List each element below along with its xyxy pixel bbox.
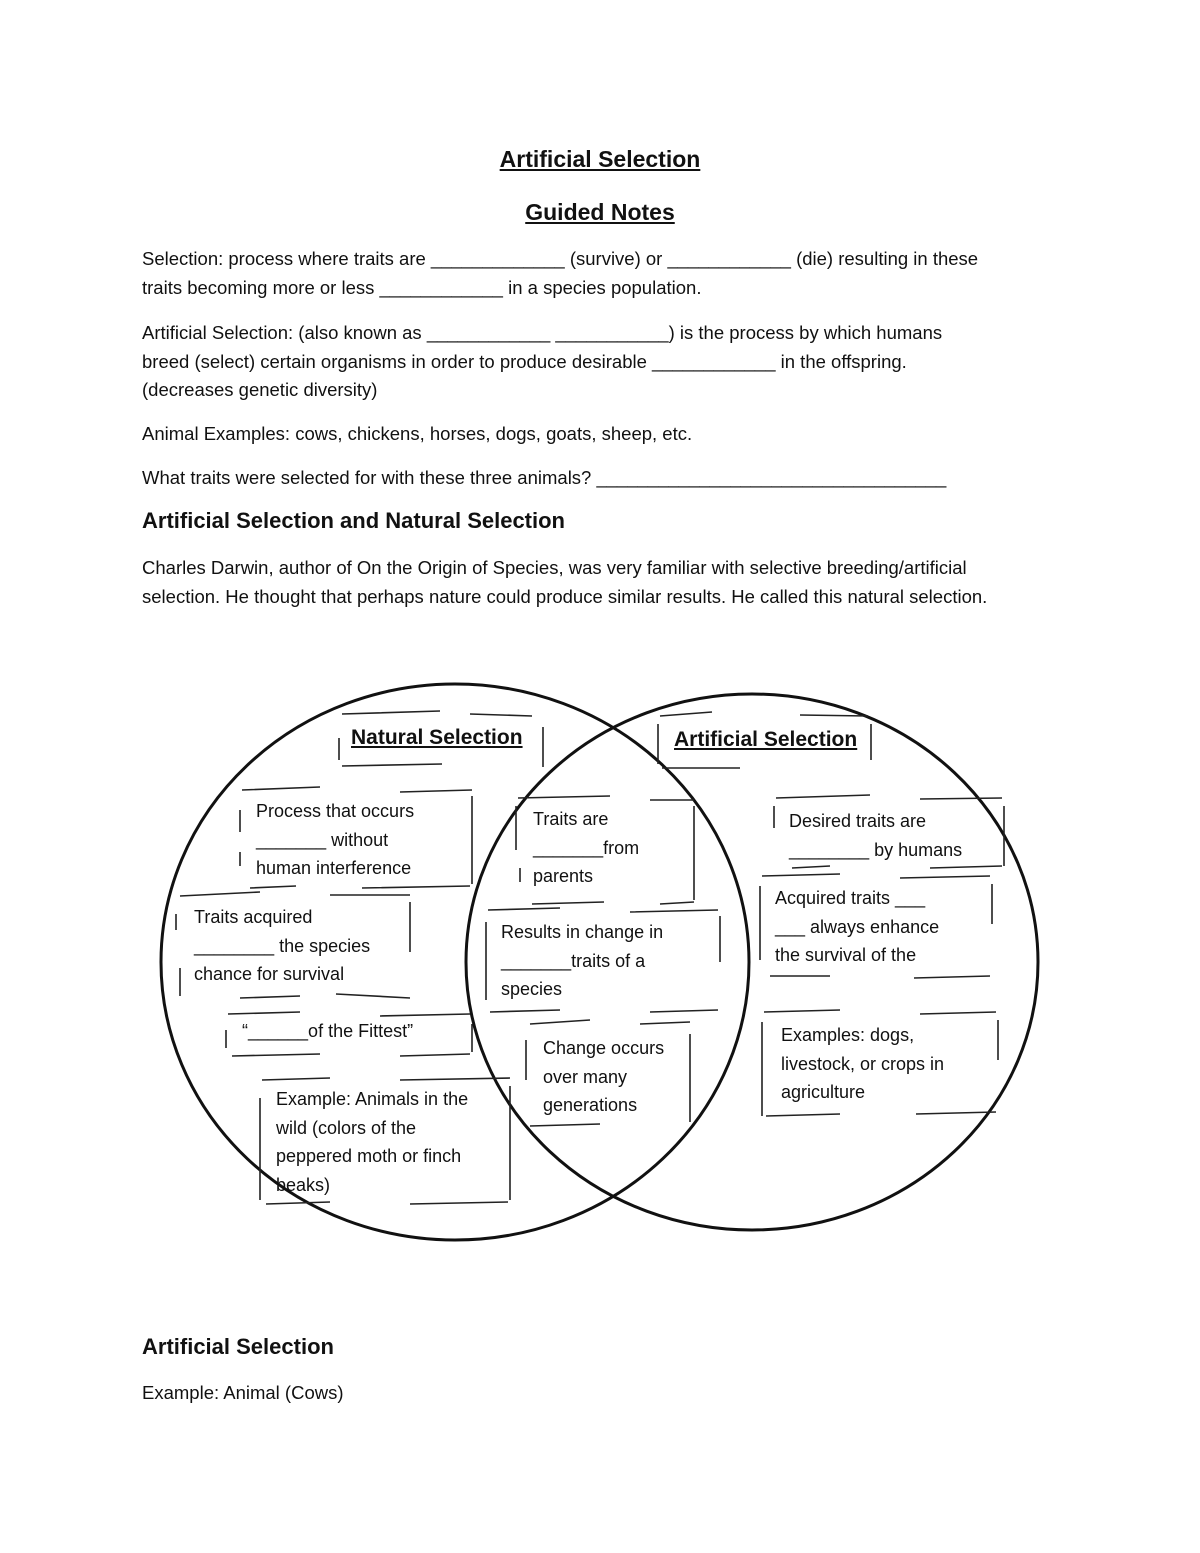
darwin-line-1: Charles Darwin, author of On the Origin of Species, was very familiar with selective breeding/artificial xyxy=(142,557,967,578)
darwin-line-2: selection. He thought that perhaps nature could produce similar results. He called this natural selection. xyxy=(142,585,988,607)
page-subtitle: Guided Notes xyxy=(525,199,675,225)
traits-question: What traits were selected for with these three animals? __________________________________ xyxy=(142,467,947,488)
selection-line-1: Selection: process where traits are _____________ (survive) or ____________ (die) resulting in these xyxy=(142,248,979,269)
venn-right-box-2: Acquired traits ___ ___ always enhance the survival of the xyxy=(775,888,940,965)
artificial-line-2: breed (select) certain organisms in order to produce desirable ____________ in the offspring. xyxy=(142,350,907,372)
selection-line-2: traits becoming more or less ____________ in a species population. xyxy=(142,276,702,298)
page-title: Artificial Selection xyxy=(499,146,701,172)
artificial-example: Example: Animal (Cows) xyxy=(142,1382,344,1403)
animal-examples: Animal Examples: cows, chickens, horses, dogs, goats, sheep, etc. xyxy=(142,423,693,444)
section-heading-natural-vs-artificial: Artificial Selection and Natural Selection xyxy=(142,508,565,533)
venn-left-box-1: Process that occurs _______ without human interference xyxy=(256,801,415,878)
venn-middle-box-2: Results in change in _______traits of a species xyxy=(501,922,664,999)
venn-right-title: Artificial Selection xyxy=(674,728,858,751)
venn-left-box-4: Example: Animals in the wild (colors of the peppered moth or finch beaks) xyxy=(276,1089,469,1195)
section-heading-artificial-selection: Artificial Selection xyxy=(142,1334,334,1359)
venn-right-box-1: Desired traits are ________ by humans xyxy=(789,811,963,860)
venn-left-box-3: “______of the Fittest” xyxy=(242,1021,414,1041)
venn-middle-box-3: Change occurs over many generations xyxy=(543,1038,665,1115)
venn-left-title: Natural Selection xyxy=(351,726,523,749)
artificial-line-1: Artificial Selection: (also known as ____________ ___________) is the process by which humans xyxy=(142,322,943,343)
venn-right-box-3: Examples: dogs, livestock, or crops in agriculture xyxy=(781,1025,945,1102)
artificial-line-3: (decreases genetic diversity) xyxy=(142,379,378,400)
venn-middle-box-1: Traits are _______from parents xyxy=(533,809,640,886)
venn-left-box-2: Traits acquired ________ the species chance for survival xyxy=(194,907,371,984)
